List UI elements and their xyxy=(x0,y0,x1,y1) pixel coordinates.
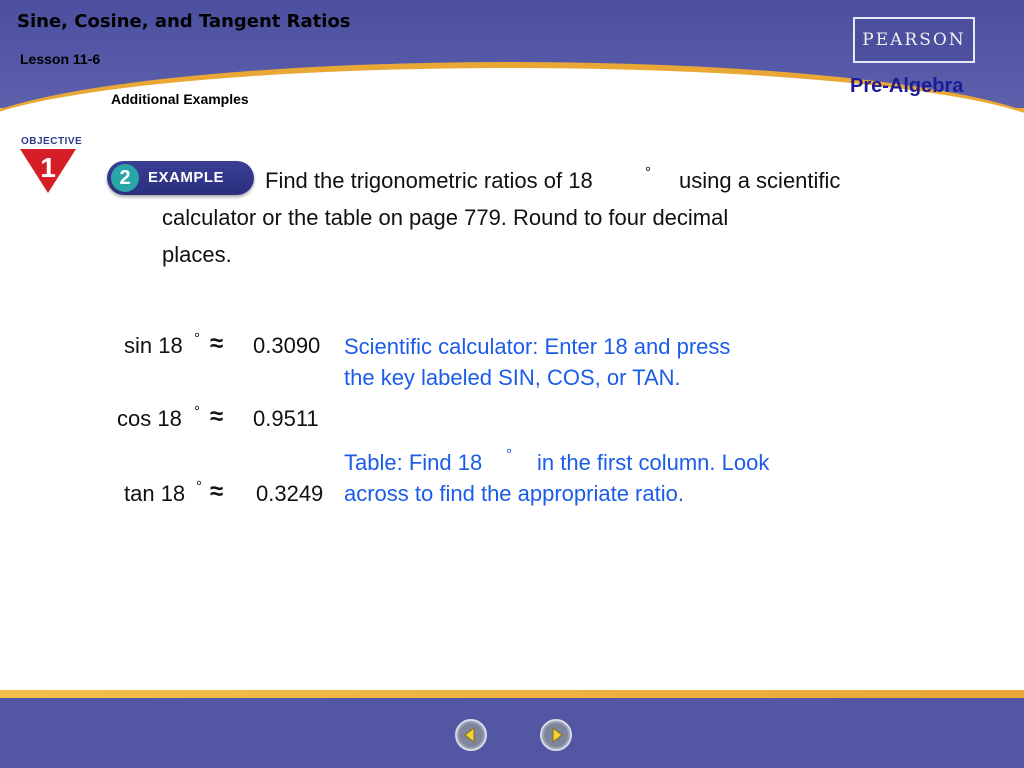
problem-line-1b: using a scientific xyxy=(679,168,841,193)
table-note-line-1b: in the first column. Look xyxy=(537,450,770,475)
cos-degree: ° xyxy=(194,403,200,420)
pearson-logo xyxy=(853,17,975,63)
publisher-name: PEARSON xyxy=(862,30,966,50)
example-label: EXAMPLE xyxy=(148,169,225,186)
tan-value: 0.3249 xyxy=(256,481,324,506)
tan-degree: ° xyxy=(196,478,202,495)
problem-line-3: places. xyxy=(162,242,232,267)
tan-expression: tan 18 xyxy=(124,481,186,506)
sin-degree: ° xyxy=(194,330,200,347)
calculator-note-line-1: Scientific calculator: Enter 18 and press xyxy=(344,334,731,359)
sin-approx: ≈ xyxy=(210,330,224,357)
slide-footer xyxy=(0,698,1024,768)
cos-approx: ≈ xyxy=(210,403,224,430)
objective-badge xyxy=(18,133,90,195)
table-note-degree: ° xyxy=(506,446,512,463)
tan-approx: ≈ xyxy=(210,478,224,505)
calculator-note-line-2: the key labeled SIN, COS, or TAN. xyxy=(344,365,681,390)
chevron-left-icon xyxy=(455,719,487,751)
problem-degree: ° xyxy=(645,164,651,181)
table-note-line-2: across to find the appropriate ratio. xyxy=(344,481,684,506)
section-label: Additional Examples xyxy=(111,91,249,107)
table-note-line-1a: Table: Find 18 xyxy=(344,450,483,475)
footer-gold-band xyxy=(0,690,1024,698)
slide-header xyxy=(0,0,1024,118)
objective-number: 1 xyxy=(40,152,56,183)
cos-expression: cos 18 xyxy=(117,406,182,431)
sin-expression: sin 18 xyxy=(124,333,183,358)
prev-button[interactable] xyxy=(455,719,487,751)
slide-title: Sine, Cosine, and Tangent Ratios xyxy=(17,11,351,32)
course-title: Pre-Algebra xyxy=(850,75,964,97)
cos-value: 0.9511 xyxy=(253,406,319,431)
sin-value: 0.3090 xyxy=(253,333,321,358)
example-number: 2 xyxy=(111,164,139,192)
problem-line-1a: Find the trigonometric ratios of 18 xyxy=(265,168,593,193)
example-badge xyxy=(107,161,254,195)
objective-label: OBJECTIVE xyxy=(21,136,83,147)
problem-line-2: calculator or the table on page 779. Round to four decimal xyxy=(162,205,729,230)
objective-triangle-icon xyxy=(18,147,90,195)
chevron-right-icon xyxy=(540,719,572,751)
next-button[interactable] xyxy=(540,719,572,751)
lesson-label: Lesson 11-6 xyxy=(20,51,101,67)
